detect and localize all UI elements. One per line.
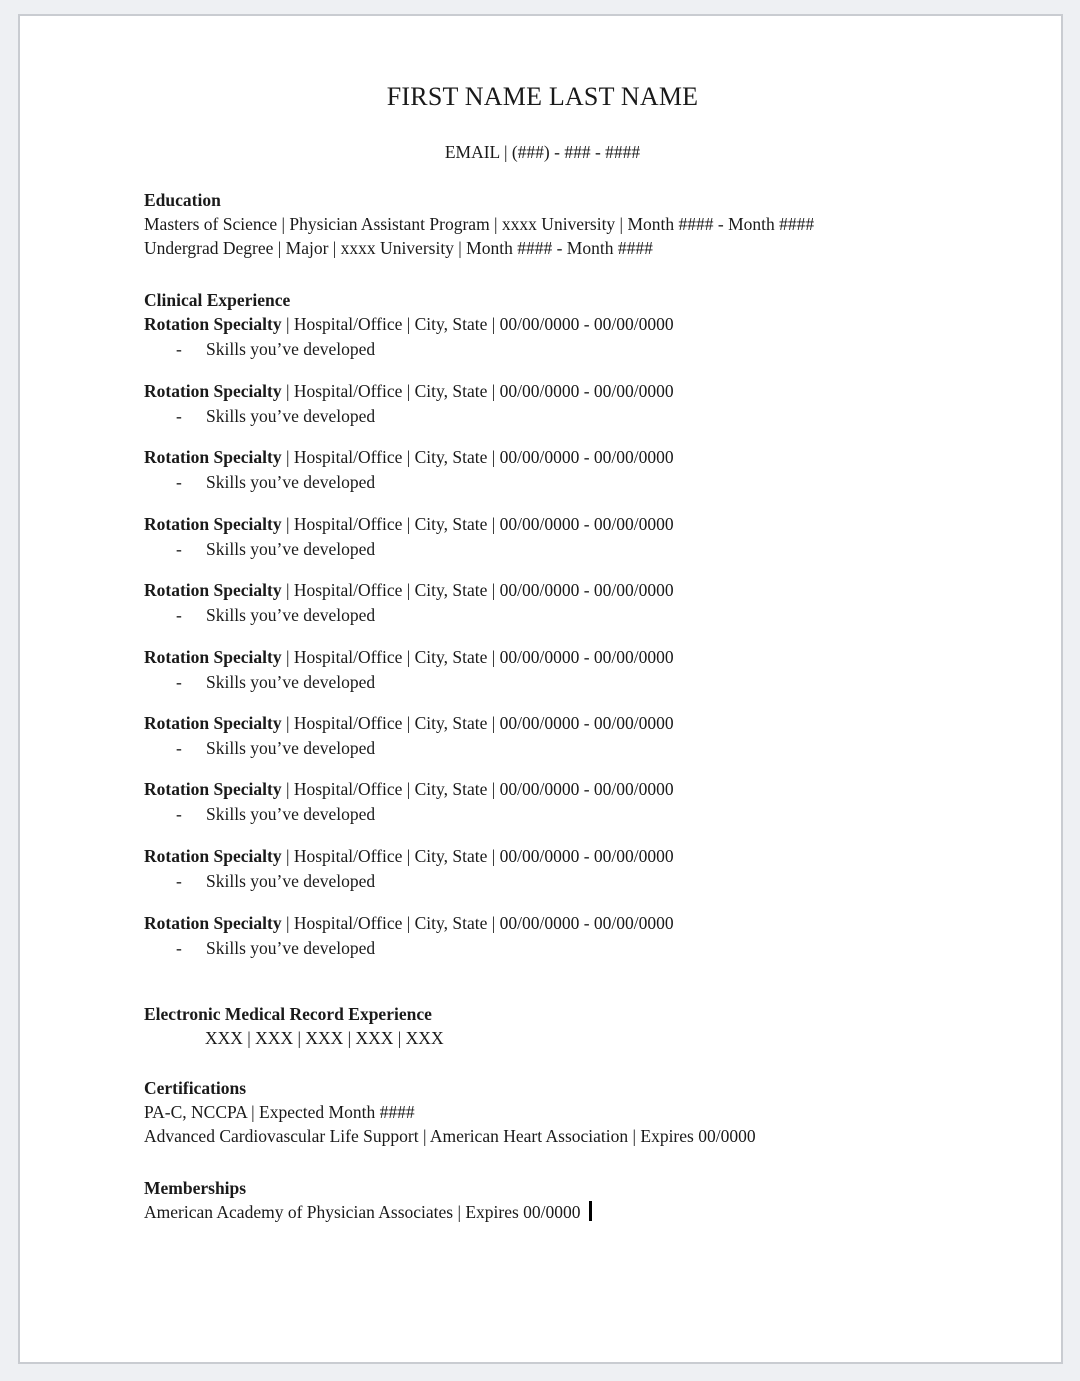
rotation-skill: Skills you’ve developed	[206, 738, 376, 758]
emr-heading: Electronic Medical Record Experience	[144, 1004, 432, 1024]
rotation-entry	[144, 777, 674, 827]
text-cursor	[589, 1201, 592, 1221]
bullet-dash: -	[176, 339, 182, 359]
certifications-heading: Certifications	[144, 1078, 247, 1098]
rotation-details: | Hospital/Office | City, State | 00/00/0000 - 00/00/0000	[281, 713, 674, 733]
rotation-entry	[144, 911, 674, 961]
rotation-details: | Hospital/Office | City, State | 00/00/0000 - 00/00/0000	[281, 381, 674, 401]
certification-line: PA-C, NCCPA | Expected Month ####	[144, 1102, 415, 1122]
bullet-dash: -	[176, 738, 182, 758]
rotation-specialty: Rotation Specialty	[144, 913, 282, 933]
rotation-entry	[144, 379, 674, 429]
rotation-entry	[144, 312, 674, 362]
rotation-skill: Skills you’ve developed	[206, 339, 376, 359]
rotation-skill: Skills you’ve developed	[206, 539, 376, 559]
rotation-details: | Hospital/Office | City, State | 00/00/0000 - 00/00/0000	[281, 779, 674, 799]
rotation-specialty: Rotation Specialty	[144, 514, 282, 534]
rotation-skill: Skills you’ve developed	[206, 871, 376, 891]
bullet-dash: -	[176, 605, 182, 625]
bullet-dash: -	[176, 472, 182, 492]
rotation-details: | Hospital/Office | City, State | 00/00/0000 - 00/00/0000	[281, 447, 674, 467]
bullet-dash: -	[176, 672, 182, 692]
rotation-skill: Skills you’ve developed	[206, 938, 376, 958]
rotation-specialty: Rotation Specialty	[144, 580, 282, 600]
certification-line: Advanced Cardiovascular Life Support | American Heart Association | Expires 00/0000	[144, 1126, 756, 1146]
rotation-details: | Hospital/Office | City, State | 00/00/0000 - 00/00/0000	[281, 846, 674, 866]
education-line: Masters of Science | Physician Assistant Program | xxxx University | Month #### - Month ####	[144, 214, 815, 234]
bullet-dash: -	[176, 804, 182, 824]
document-page[interactable]	[18, 14, 1063, 1364]
applicant-name: FIRST NAME LAST NAME	[386, 82, 699, 111]
rotation-specialty: Rotation Specialty	[144, 713, 282, 733]
bullet-dash: -	[176, 938, 182, 958]
rotation-details: | Hospital/Office | City, State | 00/00/0000 - 00/00/0000	[281, 514, 674, 534]
certifications-section	[144, 1076, 756, 1148]
contact-line: EMAIL | (###) - ### - ####	[444, 142, 641, 162]
rotation-details: | Hospital/Office | City, State | 00/00/0000 - 00/00/0000	[281, 647, 674, 667]
rotation-details: | Hospital/Office | City, State | 00/00/0000 - 00/00/0000	[281, 913, 674, 933]
bullet-dash: -	[176, 871, 182, 891]
education-line: Undergrad Degree | Major | xxxx University | Month #### - Month ####	[144, 238, 653, 258]
rotation-specialty: Rotation Specialty	[144, 447, 282, 467]
clinical-heading-block	[144, 288, 290, 312]
clinical-experience-heading: Clinical Experience	[144, 290, 291, 310]
rotation-entry	[144, 512, 674, 562]
bullet-dash: -	[176, 406, 182, 426]
rotation-entry	[144, 578, 674, 628]
rotation-entry	[144, 844, 674, 894]
rotation-specialty: Rotation Specialty	[144, 314, 282, 334]
rotation-skill: Skills you’ve developed	[206, 804, 376, 824]
emr-section	[144, 1002, 444, 1050]
rotation-details: | Hospital/Office | City, State | 00/00/0000 - 00/00/0000	[281, 314, 674, 334]
rotation-specialty: Rotation Specialty	[144, 779, 282, 799]
rotation-details: | Hospital/Office | City, State | 00/00/0000 - 00/00/0000	[281, 580, 674, 600]
rotation-skill: Skills you’ve developed	[206, 472, 376, 492]
memberships-section	[144, 1176, 592, 1224]
emr-systems-list: XXX | XXX | XXX | XXX | XXX	[205, 1028, 444, 1048]
rotation-skill: Skills you’ve developed	[206, 672, 376, 692]
rotation-entry	[144, 711, 674, 761]
education-section	[144, 188, 814, 260]
rotation-skill: Skills you’ve developed	[206, 605, 376, 625]
rotation-specialty: Rotation Specialty	[144, 846, 282, 866]
rotation-entry	[144, 445, 674, 495]
education-heading: Education	[144, 190, 221, 210]
rotation-specialty: Rotation Specialty	[144, 647, 282, 667]
rotation-entry	[144, 645, 674, 695]
membership-line: American Academy of Physician Associates | Expires 00/0000	[144, 1202, 581, 1222]
rotation-specialty: Rotation Specialty	[144, 381, 282, 401]
bullet-dash: -	[176, 539, 182, 559]
rotation-skill: Skills you’ve developed	[206, 406, 376, 426]
memberships-heading: Memberships	[144, 1178, 247, 1198]
